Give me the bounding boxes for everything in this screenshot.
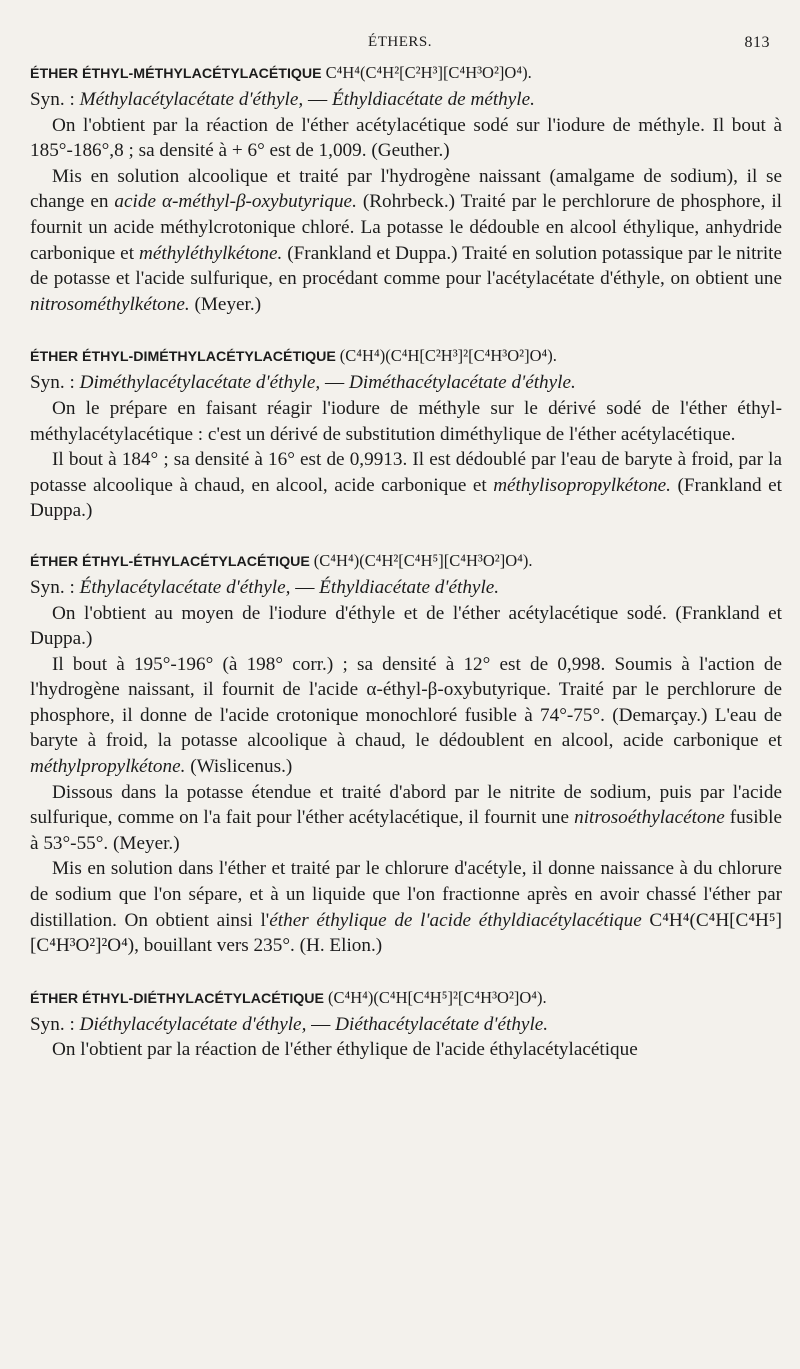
entry-heading bbox=[30, 548, 782, 575]
synonym: Diéthacétylacétate d'éthyle. bbox=[335, 1013, 549, 1035]
page-number: 813 bbox=[744, 34, 770, 51]
text-run: Dissous dans la potasse étendue et traité d'abord par le nitrite de sodium, puis par l'acide sulfurique, comme on l'a fait pour l'éther acétylacétique, il fournit une bbox=[30, 781, 782, 829]
text-run: (Frankland et Duppa.) bbox=[30, 474, 782, 522]
synonym: Diéthylacétylacétate d'éthyle, bbox=[79, 1013, 307, 1035]
syn-prefix: Syn. : bbox=[30, 89, 80, 110]
section-gap bbox=[30, 524, 782, 548]
synonym: Éthyldiacétate d'éthyle. bbox=[319, 576, 500, 598]
compound-name: méthyléthylkétone. bbox=[138, 242, 283, 264]
compound-name: acide α-méthyl-β-oxybutyrique. bbox=[114, 191, 357, 213]
section-gap bbox=[30, 959, 782, 985]
synonyms bbox=[30, 87, 782, 113]
syn-separator: — bbox=[290, 576, 320, 598]
entry-ethyl-ethylacetylacetique bbox=[30, 548, 782, 959]
entry-title: ÉTHER ÉTHYL-MÉTHYLACÉTYLACÉTIQUE bbox=[30, 66, 322, 82]
text-run: Mis en solution alcoolique et traité par l'hydrogène naissant (amalgame de sodium), il se change en bbox=[30, 165, 782, 213]
compound-name: méthylpropylkétone. bbox=[30, 756, 186, 778]
compound-name: éther éthylique de l'acide éthyldiacétylacétique bbox=[269, 909, 642, 931]
entry-title: ÉTHER ÉTHYL-ÉTHYLACÉTYLACÉTIQUE bbox=[30, 553, 310, 570]
syn-separator: — bbox=[303, 89, 332, 110]
paragraph bbox=[30, 447, 782, 524]
text-run: Il bout à 195°-196° (à 198° corr.) ; sa densité à 12° est de 0,998. Soumis à l'action de l'hydrogène naissant, il fournit de l'acide α-éthyl-β-oxybutyrique. Traité par le perchlorure de phosphore, il donne de l'acide crotonique monochloré fusible à 74°-75°. (Demarçay.) L'eau de baryte à froid, la potasse alcoolique à chaud, le dédoublent en alcool, acide carbonique et bbox=[30, 653, 782, 752]
page-body bbox=[30, 60, 782, 1063]
text-run: (Meyer.) bbox=[189, 293, 262, 315]
synonym: Éthylacétylacétate d'éthyle, bbox=[79, 576, 291, 598]
text-run: (Wislicenus.) bbox=[185, 756, 293, 778]
syn-separator: — bbox=[306, 1013, 336, 1035]
text-run: (Frankland et Duppa.) Traité en solution potassique par le nitrite de potasse et l'acide sulfurique, en procédant comme pour l'acétylacétate d'éthyle, on obtient une bbox=[30, 242, 783, 290]
text-run: Il bout à 184° ; sa densité à 16° est de 0,9913. Il est dédoublé par l'eau de baryte à froid, par la potasse alcoolique à chaud, en alcool, acide carbonique et bbox=[30, 449, 782, 496]
synonyms bbox=[30, 1012, 782, 1038]
synonyms bbox=[30, 575, 782, 601]
entry-title: ÉTHER ÉTHYL-DIÉTHYLACÉTYLACÉTIQUE bbox=[30, 990, 325, 1007]
text-run: C⁴H⁴(C⁴H[C⁴H⁵][C⁴H³O²]²O⁴), bouillant vers 235°. (H. Elion.) bbox=[30, 909, 782, 957]
synonym: Éthyldiacétate de méthyle. bbox=[331, 89, 535, 110]
synonym: Diméthacétylacétate d'éthyle. bbox=[349, 372, 576, 394]
paragraph bbox=[30, 780, 782, 857]
synonym: Méthylacétylacétate d'éthyle, bbox=[79, 89, 304, 110]
compound-name: méthylisopropylkétone. bbox=[493, 474, 671, 496]
text-run: (Rohrbeck.) Traité par le perchlorure de phosphore, il fournit un acide méthylcrotonique chloré. La potasse le dédouble en alcool éthylique, anhydride carbonique et bbox=[30, 191, 783, 264]
entry-ethyl-dimethylacetylacetique bbox=[30, 343, 782, 524]
paragraph bbox=[30, 856, 782, 958]
section-gap bbox=[30, 317, 782, 343]
syn-prefix: Syn. : bbox=[30, 576, 80, 598]
entry-heading bbox=[30, 985, 782, 1012]
running-title: ÉTHERS. bbox=[368, 34, 432, 50]
paragraph: On l'obtient au moyen de l'iodure d'éthyle et de l'éther acétylacétique sodé. (Frankland et Duppa.) bbox=[30, 602, 782, 650]
running-head bbox=[30, 34, 770, 56]
synonym: Diméthylacétylacétate d'éthyle, bbox=[79, 372, 321, 394]
entry-formula: (C⁴H⁴)(C⁴H²[C⁴H⁵][C⁴H³O²]O⁴). bbox=[313, 550, 533, 570]
text-run: Mis en solution dans l'éther et traité par le chlorure d'acétyle, il donne naissance à du chlorure de sodium que l'on sépare, et à un liquide que l'on fractionne après en avoir chassé l'éther par distillation. On obtient ainsi l' bbox=[30, 858, 782, 931]
entry-title: ÉTHER ÉTHYL-DIMÉTHYLACÉTYLACÉTIQUE bbox=[30, 349, 336, 366]
entry-ethyl-diethylacetylacetique bbox=[30, 985, 782, 1063]
entry-ethyl-methylacetylacetique bbox=[30, 60, 782, 317]
entry-heading bbox=[30, 60, 782, 87]
compound-name: nitrosoéthylacétone bbox=[574, 807, 725, 829]
paragraph: On le prépare en faisant réagir l'iodure de méthyle sur le dérivé sodé de l'éther éthyl-méthylacétylacétique : c'est un dérivé de substitution diméthylique de l'éther acétylacétique. bbox=[30, 397, 782, 445]
entry-formula: C⁴H⁴(C⁴H²[C²H³][C⁴H³O²]O⁴). bbox=[325, 63, 532, 82]
paragraph bbox=[30, 164, 782, 318]
paragraph: On l'obtient par la réaction de l'éther éthylique de l'acide éthylacétylacétique bbox=[52, 1039, 638, 1061]
paragraph bbox=[30, 652, 782, 780]
entry-heading bbox=[30, 343, 782, 370]
syn-prefix: Syn. : bbox=[30, 1013, 80, 1035]
syn-separator: — bbox=[320, 372, 350, 394]
syn-prefix: Syn. : bbox=[30, 372, 80, 394]
paragraph: On l'obtient par la réaction de l'éther acétylacétique sodé sur l'iodure de méthyle. Il bout à 185°-186°,8 ; sa densité à + 6° est de 1,009. (Geuther.) bbox=[30, 114, 782, 162]
synonyms bbox=[30, 370, 782, 396]
entry-formula: (C⁴H⁴)(C⁴H[C⁴H⁵]²[C⁴H³O²]O⁴). bbox=[327, 987, 547, 1007]
entry-formula: (C⁴H⁴)(C⁴H[C²H³]²[C⁴H³O²]O⁴). bbox=[339, 346, 557, 366]
text-run: fusible à 53°-55°. (Meyer.) bbox=[30, 807, 782, 854]
compound-name: nitrosométhylkétone. bbox=[30, 293, 190, 315]
